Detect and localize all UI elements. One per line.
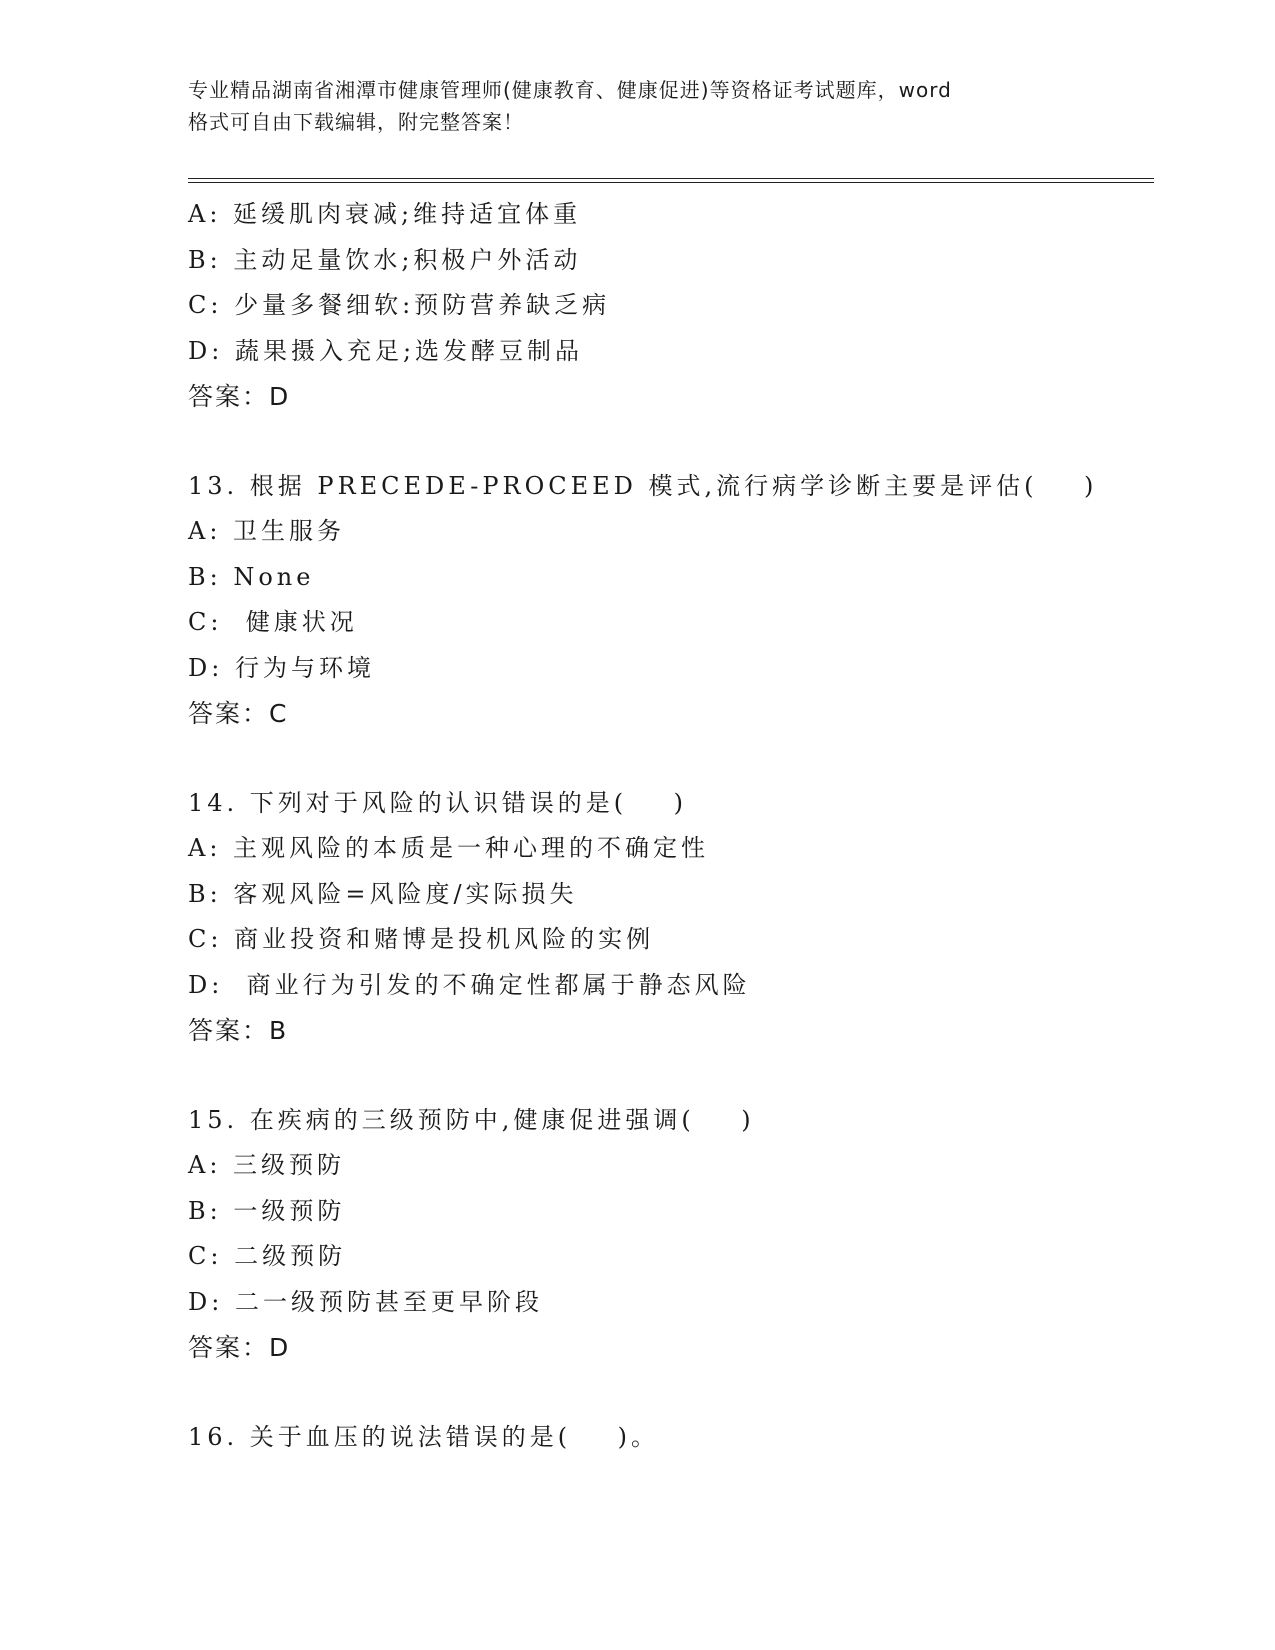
- question-12-continued: [188, 192, 1148, 420]
- header-line-1: 专业精品湖南省湘潭市健康管理师(健康教育、健康促进)等资格证考试题库，word: [188, 78, 952, 102]
- option-d: D: 蔬果摄入充足;选发酵豆制品: [188, 336, 584, 365]
- question-stem: 13. 根据 PRECEDE-PROCEED 模式,流行病学诊断主要是评估( ): [188, 471, 1098, 500]
- question-16: [188, 1415, 1148, 1461]
- question-stem: 14. 下列对于风险的认识错误的是( ): [188, 788, 688, 817]
- question-stem: 15. 在疾病的三级预防中,健康促进强调( ): [188, 1105, 755, 1134]
- header-line-2: 格式可自由下载编辑，附完整答案！: [188, 110, 524, 134]
- document-body: [188, 192, 1148, 1460]
- option-b: B: None: [188, 562, 315, 591]
- document-header: [188, 74, 1088, 138]
- answer: 答案：D: [188, 1333, 291, 1362]
- option-a: A: 卫生服务: [188, 517, 346, 545]
- option-a: A: 三级预防: [188, 1151, 346, 1179]
- answer: 答案：B: [188, 1016, 289, 1045]
- option-c: C: 健康状况: [188, 608, 358, 636]
- option-b: B: 一级预防: [188, 1196, 346, 1225]
- option-b: B: 主动足量饮水;积极户外活动: [188, 245, 582, 274]
- question-13: [188, 464, 1148, 737]
- option-a: A: 延缓肌肉衰减;维持适宜体重: [188, 200, 582, 228]
- question-14: [188, 781, 1148, 1054]
- header-divider-top: [188, 178, 1154, 179]
- option-d: D: 商业行为引发的不确定性都属于静态风险: [188, 970, 751, 999]
- option-d: D: 二一级预防甚至更早阶段: [188, 1287, 543, 1316]
- question-stem: 16. 关于血压的说法错误的是( )。: [188, 1422, 660, 1451]
- answer: 答案：C: [188, 699, 289, 728]
- option-c: C: 少量多餐细软:预防营养缺乏病: [188, 291, 611, 319]
- option-c: C: 商业投资和赌博是投机风险的实例: [188, 925, 655, 953]
- header-divider-bottom: [188, 182, 1154, 183]
- option-a: A: 主观风险的本质是一种心理的不确定性: [188, 834, 710, 862]
- option-b: B: 客观风险=风险度/实际损失: [188, 879, 578, 908]
- answer: 答案：D: [188, 382, 291, 411]
- option-c: C: 二级预防: [188, 1242, 347, 1270]
- option-d: D: 行为与环境: [188, 653, 375, 682]
- question-15: [188, 1098, 1148, 1371]
